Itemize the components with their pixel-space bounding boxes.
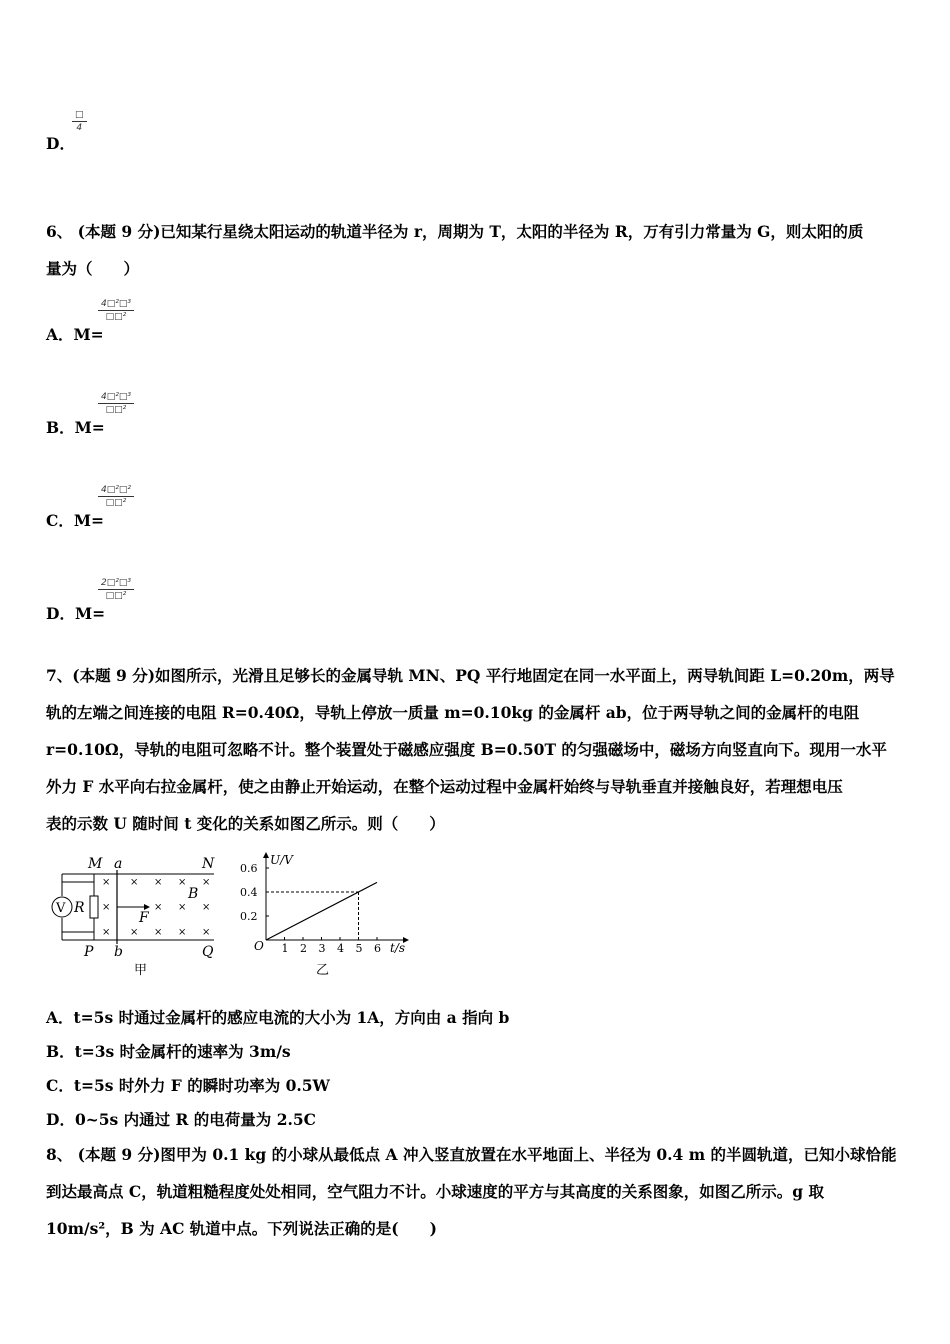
q6-option-b-fraction [98, 392, 134, 415]
q6-text-line-2: 量为（ ） [46, 259, 140, 278]
svg-text:×: × [178, 927, 187, 938]
label-M: M [88, 856, 103, 872]
q6-c-numerator: 4□²□² [98, 485, 134, 497]
q6-option-d-fraction [98, 578, 134, 601]
q5-option-d-label: D． [46, 134, 75, 153]
svg-text:×: × [178, 902, 187, 913]
svg-text:×: × [202, 927, 211, 938]
label-Q: Q [202, 944, 214, 960]
x-axis-label: t/s [390, 941, 406, 955]
svg-text:×: × [178, 877, 187, 888]
svg-text:×: × [154, 877, 163, 888]
q6-option-b: B．M= [46, 418, 105, 437]
svg-text:×: × [130, 927, 139, 938]
q6-a-numerator: 4□²□³ [98, 299, 134, 311]
label-N: N [202, 856, 215, 872]
svg-text:×: × [130, 877, 139, 888]
svg-text:×: × [102, 902, 111, 913]
label-a: a [114, 856, 123, 872]
q6-option-c-fraction [98, 485, 134, 508]
y-axis-label: U/V [270, 853, 293, 867]
origin-label: O [254, 939, 264, 953]
label-F: F [139, 910, 149, 926]
q7-option-a: A．t=5s 时通过金属杆的感应电流的大小为 1A，方向由 a 指向 b [46, 1008, 510, 1027]
q7-text-line-1: 7、(本题 9 分)如图所示，光滑且足够长的金属导轨 MN、PQ 平行地固定在同一水平面上，两导轨间距 L=0.20m，两导 [46, 666, 895, 685]
q6-text-line-1: 6、 (本题 9 分)已知某行星绕太阳运动的轨道半径为 r，周期为 T，太阳的半径为 R，万有引力常量为 G，则太阳的质 [46, 222, 864, 241]
y-tick-label: 0.4 [240, 886, 258, 899]
q6-a-denominator: □□² [105, 312, 127, 322]
u-t-line [266, 882, 377, 940]
label-b: b [114, 944, 123, 960]
q5-d-denominator: 4 [76, 123, 83, 133]
resistor-icon [90, 896, 98, 918]
x-tick-label: 5 [355, 942, 363, 955]
label-V: V [56, 901, 66, 916]
q7-figure-jia-circuit [44, 852, 224, 982]
q7-figure-yi-graph [238, 852, 413, 982]
q6-d-numerator: 2□²□³ [98, 578, 134, 590]
q8-text-line-1: 8、 (本题 9 分)图甲为 0.1 kg 的小球从最低点 A 冲入竖直放置在水平地面上、半径为 0.4 m 的半圆轨道，已知小球恰能 [46, 1145, 897, 1164]
q6-d-denominator: □□² [105, 591, 127, 601]
q6-option-a-fraction [98, 299, 134, 322]
svg-text:×: × [154, 902, 163, 913]
svg-text:×: × [202, 902, 211, 913]
svg-text:×: × [102, 877, 111, 888]
y-tick-label: 0.6 [240, 862, 258, 875]
q8-text-line-3: 10m/s²，B 为 AC 轨道中点。下列说法正确的是( ) [46, 1219, 437, 1238]
x-tick-label: 6 [374, 942, 381, 955]
figure-yi-caption: 乙 [316, 963, 330, 978]
q7-text-line-4: 外力 F 水平向右拉金属杆，使之由静止开始运动，在整个运动过程中金属杆始终与导轨垂直并接触良好，若理想电压 [46, 777, 843, 796]
q7-option-b: B．t=3s 时金属杆的速率为 3m/s [46, 1042, 291, 1061]
x-tick-label: 1 [281, 942, 289, 955]
q7-option-d: D．0~5s 内通过 R 的电荷量为 2.5C [46, 1110, 316, 1129]
q6-option-c: C．M= [46, 511, 104, 530]
q5-option-d-fraction [72, 110, 87, 133]
label-B: B [188, 886, 199, 902]
q7-option-c: C．t=5s 时外力 F 的瞬时功率为 0.5W [46, 1076, 330, 1095]
svg-text:×: × [154, 927, 163, 938]
q6-option-a: A．M= [46, 325, 104, 344]
svg-text:×: × [202, 877, 211, 888]
label-R: R [74, 900, 85, 916]
q7-text-line-2: 轨的左端之间连接的电阻 R=0.40Ω，导轨上停放一质量 m=0.10kg 的金属杆 ab，位于两导轨之间的金属杆的电阻 [46, 703, 860, 722]
x-tick-label: 4 [337, 942, 344, 955]
y-tick-label: 0.2 [240, 910, 258, 923]
q6-b-numerator: 4□²□³ [98, 392, 134, 404]
svg-text:×: × [102, 927, 111, 938]
label-P: P [84, 944, 94, 960]
q6-option-d: D．M= [46, 604, 106, 623]
x-tick-label: 2 [300, 942, 307, 955]
q8-text-line-2: 到达最高点 C，轨道粗糙程度处处相同，空气阻力不计。小球速度的平方与其高度的关系图象，如图乙所示。g 取 [46, 1182, 824, 1201]
q7-text-line-5: 表的示数 U 随时间 t 变化的关系如图乙所示。则（ ） [46, 814, 445, 833]
q5-d-numerator: □ [72, 110, 87, 122]
q6-c-denominator: □□² [105, 498, 127, 508]
x-tick-label: 3 [318, 942, 326, 955]
q6-b-denominator: □□² [105, 405, 127, 415]
figure-jia-caption: 甲 [134, 963, 148, 978]
q7-text-line-3: r=0.10Ω，导轨的电阻可忽略不计。整个装置处于磁感应强度 B=0.50T 的匀强磁场中，磁场方向竖直向下。现用一水平 [46, 740, 887, 759]
